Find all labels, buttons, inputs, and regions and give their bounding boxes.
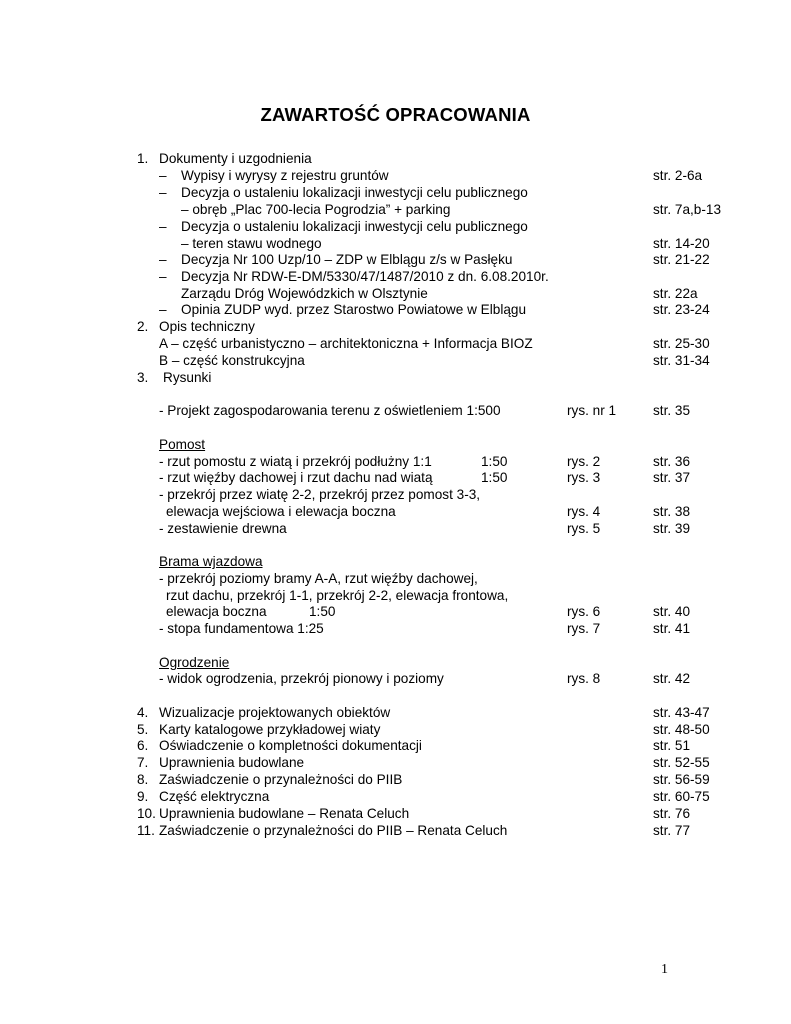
- toc-section-9: [0, 788, 791, 805]
- subsection-title: Pomost: [159, 437, 206, 452]
- drawing-row: [0, 453, 791, 470]
- toc-page-ref: str. 43-47: [653, 705, 710, 720]
- section-number: 3.: [137, 370, 149, 385]
- drawing-number: rys. 7: [567, 621, 601, 636]
- drawing-number: rys. 8: [567, 671, 601, 686]
- toc-page-ref: str. 39: [653, 521, 691, 536]
- toc-item-text: Wypisy i wyrysy z rejestru gruntów: [181, 168, 389, 183]
- toc-page-ref: str. 14-20: [653, 236, 710, 251]
- subsection-heading: [0, 553, 791, 570]
- drawing-row-continuation: [0, 587, 791, 604]
- toc-page-ref: str. 51: [653, 738, 691, 753]
- toc-item-text: B – część konstrukcyjna: [159, 353, 305, 368]
- drawing-text: elewacja boczna: [166, 604, 267, 619]
- drawing-text: - Projekt zagospodarowania terenu z oświetleniem 1:500: [159, 403, 501, 418]
- section-number: 6.: [137, 738, 149, 753]
- drawing-number: rys. 4: [567, 504, 601, 519]
- drawing-scale: 1:50: [481, 470, 508, 485]
- section-number: 5.: [137, 722, 149, 737]
- section-number: 2.: [137, 319, 149, 334]
- dash-bullet: –: [159, 168, 167, 183]
- toc-item-text: Decyzja Nr RDW-E-DM/5330/47/1487/2010 z dn. 6.08.2010r.: [181, 269, 549, 284]
- section-label: Karty katalogowe przykładowej wiaty: [159, 722, 381, 737]
- toc-section-7: [0, 754, 791, 771]
- toc-page-ref: str. 23-24: [653, 302, 710, 317]
- toc-item: [0, 184, 791, 201]
- dash-bullet: –: [159, 185, 167, 200]
- section-number: 9.: [137, 789, 149, 804]
- dash-bullet: –: [159, 302, 167, 317]
- toc-item-continuation: [0, 285, 791, 302]
- drawing-row: [0, 486, 791, 503]
- dash-bullet: –: [159, 252, 167, 267]
- toc-section-10: [0, 805, 791, 822]
- subsection-heading: [0, 654, 791, 671]
- toc-page-ref: str. 77: [653, 823, 691, 838]
- dash-bullet: –: [159, 219, 167, 234]
- toc-item: [0, 167, 791, 184]
- toc-item: [0, 335, 791, 352]
- subsection-title: Ogrodzenie: [159, 655, 230, 670]
- toc-section-3: [0, 369, 791, 386]
- drawing-row: [0, 520, 791, 537]
- toc-page-ref: str. 38: [653, 504, 691, 519]
- toc-page-ref: str. 48-50: [653, 722, 710, 737]
- drawing-row: [0, 670, 791, 687]
- toc-item-text: – teren stawu wodnego: [181, 236, 322, 251]
- drawing-number: rys. 5: [567, 521, 601, 536]
- toc-page-ref: str. 40: [653, 604, 691, 619]
- drawing-text: - rzut pomostu z wiatą i przekrój podłużny 1:1: [159, 454, 432, 469]
- drawing-text: - rzut więźby dachowej i rzut dachu nad wiatą: [159, 470, 433, 485]
- toc-item-text: Decyzja o ustaleniu lokalizacji inwestycji celu publicznego: [181, 185, 528, 200]
- toc-item-text: A – część urbanistyczno – architektoniczna + Informacja BIOZ: [159, 336, 533, 351]
- toc-item-text: Opinia ZUDP wyd. przez Starostwo Powiatowe w Elblągu: [181, 302, 527, 317]
- drawing-number: rys. 6: [567, 604, 601, 619]
- toc-item: [0, 251, 791, 268]
- drawing-row: [0, 620, 791, 637]
- toc-item: [0, 268, 791, 285]
- section-number: 1.: [137, 151, 149, 166]
- drawing-row-continuation: [0, 603, 791, 620]
- section-label: Uprawnienia budowlane: [159, 755, 305, 770]
- section-number: 4.: [137, 705, 149, 720]
- toc-page-ref: str. 37: [653, 470, 691, 485]
- section-label: Rysunki: [163, 370, 212, 385]
- toc-item-text: – obręb „Plac 700-lecia Pogrodzia” + parking: [181, 202, 451, 217]
- toc-item-text: Decyzja Nr 100 Uzp/10 – ZDP w Elblągu z/s w Pasłęku: [181, 252, 513, 267]
- section-label: Zaświadczenie o przynależności do PIIB – Renata Celuch: [159, 823, 508, 838]
- toc-page-ref: str. 42: [653, 671, 691, 686]
- toc-item-text: Zarządu Dróg Wojewódzkich w Olsztynie: [181, 286, 428, 301]
- section-label: Opis techniczny: [159, 319, 255, 334]
- toc-section-8: [0, 771, 791, 788]
- drawing-scale: 1:50: [309, 604, 336, 619]
- toc-page-ref: str. 52-55: [653, 755, 710, 770]
- drawing-scale: 1:50: [481, 454, 508, 469]
- toc-section-2: [0, 318, 791, 335]
- toc-page-ref: str. 56-59: [653, 772, 710, 787]
- toc-section-1: [0, 150, 791, 167]
- toc-item: [0, 352, 791, 369]
- toc-item: [0, 218, 791, 235]
- toc-section-11: [0, 822, 791, 839]
- section-label: Wizualizacje projektowanych obiektów: [159, 705, 391, 720]
- toc-page-ref: str. 25-30: [653, 336, 710, 351]
- dash-bullet: –: [159, 269, 167, 284]
- drawing-number: rys. 2: [567, 454, 601, 469]
- drawing-text: - zestawienie drewna: [159, 521, 287, 536]
- section-number: 11.: [137, 823, 155, 838]
- toc-item-continuation: [0, 201, 791, 218]
- toc-page-ref: str. 7a,b-13: [653, 202, 722, 217]
- subsection-heading: [0, 436, 791, 453]
- toc-item-text: Decyzja o ustaleniu lokalizacji inwestycji celu publicznego: [181, 219, 528, 234]
- section-label: Część elektryczna: [159, 789, 270, 804]
- toc-page-ref: str. 35: [653, 403, 691, 418]
- toc-page-ref: str. 21-22: [653, 252, 710, 267]
- toc-page-ref: str. 31-34: [653, 353, 710, 368]
- section-number: 8.: [137, 772, 149, 787]
- drawing-number: rys. nr 1: [567, 403, 617, 418]
- toc-page-ref: str. 60-75: [653, 789, 710, 804]
- section-number: 10.: [137, 806, 156, 821]
- page-number: 1: [661, 962, 668, 977]
- section-label: Oświadczenie o kompletności dokumentacji: [159, 738, 422, 753]
- toc-section-5: [0, 721, 791, 738]
- drawing-text: - widok ogrodzenia, przekrój pionowy i poziomy: [159, 671, 444, 686]
- section-label: Dokumenty i uzgodnienia: [159, 151, 312, 166]
- section-label: Uprawnienia budowlane – Renata Celuch: [159, 806, 410, 821]
- drawing-row: [0, 402, 791, 419]
- toc-page-ref: str. 41: [653, 621, 691, 636]
- drawing-text: elewacja wejściowa i elewacja boczna: [166, 504, 396, 519]
- toc-page-ref: str. 76: [653, 806, 691, 821]
- toc-item-continuation: [0, 235, 791, 252]
- toc-page-ref: str. 2-6a: [653, 168, 703, 183]
- subsection-title: Brama wjazdowa: [159, 554, 263, 569]
- drawing-row: [0, 469, 791, 486]
- drawing-text: - przekrój przez wiatę 2-2, przekrój przez pomost 3-3,: [159, 487, 481, 502]
- drawing-text: - przekrój poziomy bramy A-A, rzut więźby dachowej,: [159, 571, 478, 586]
- page-title: ZAWARTOŚĆ OPRACOWANIA: [260, 104, 531, 125]
- toc-section-6: [0, 737, 791, 754]
- drawing-number: rys. 3: [567, 470, 601, 485]
- section-number: 7.: [137, 755, 149, 770]
- toc-page-ref: str. 36: [653, 454, 691, 469]
- drawing-text: - stopa fundamentowa 1:25: [159, 621, 324, 636]
- drawing-row: [0, 570, 791, 587]
- toc-page-ref: str. 22a: [653, 286, 698, 301]
- toc-item: [0, 301, 791, 318]
- section-label: Zaświadczenie o przynależności do PIIB: [159, 772, 403, 787]
- drawing-row-continuation: [0, 503, 791, 520]
- drawing-text: rzut dachu, przekrój 1-1, przekrój 2-2, elewacja frontowa,: [166, 588, 509, 603]
- toc-section-4: [0, 704, 791, 721]
